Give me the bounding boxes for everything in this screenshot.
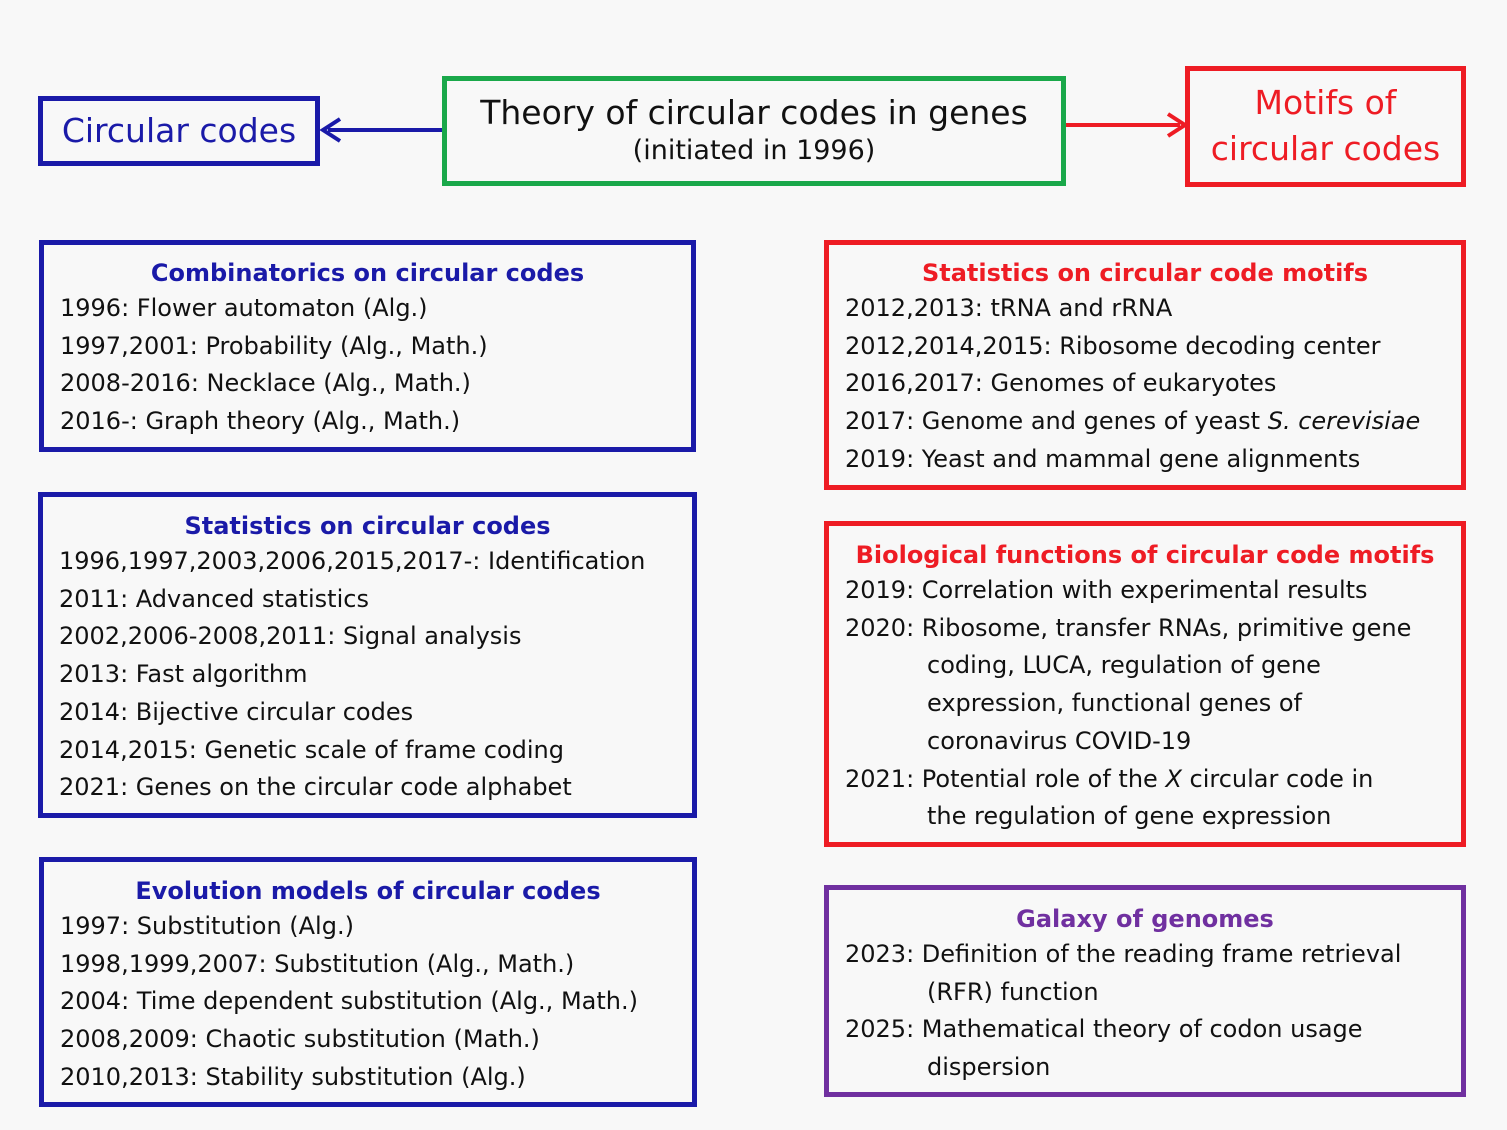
- theory-subtitle: (initiated in 1996): [632, 134, 876, 166]
- list-item: 1996: Flower automaton (Alg.): [60, 294, 428, 322]
- statistics-motifs-box: [824, 240, 1466, 490]
- evolution-heading: Evolution models of circular codes: [135, 877, 601, 905]
- list-item: 2014,2015: Genetic scale of frame coding: [59, 735, 564, 764]
- list-item: 2011: Advanced statistics: [59, 584, 369, 613]
- list-item: 2008-2016: Necklace (Alg., Math.): [60, 369, 471, 398]
- list-item: 1996,1997,2003,2006,2015,2017-: Identification: [59, 547, 646, 575]
- list-item: 1998,1999,2007: Substitution (Alg., Math.): [60, 949, 575, 978]
- motifs-box: [1185, 66, 1466, 187]
- list-item: 2019: Yeast and mammal gene alignments: [845, 444, 1361, 473]
- list-item: 2012,2013: tRNA and rRNA: [845, 294, 1173, 322]
- list-item: 2014: Bijective circular codes: [59, 697, 414, 726]
- list-item: 2017: Genome and genes of yeast S. cerevisiae: [845, 407, 1421, 436]
- theory-title: Theory of circular codes in genes: [480, 93, 1028, 132]
- list-item: 2002,2006-2008,2011: Signal analysis: [59, 622, 522, 651]
- list-item: 2004: Time dependent substitution (Alg., Math.): [60, 987, 638, 1016]
- list-item: 2021: Potential role of the X circular code in: [845, 764, 1374, 793]
- circular-codes-box: [38, 96, 320, 166]
- circular-codes-label: Circular codes: [61, 111, 297, 151]
- list-item: 2021: Genes on the circular code alphabet: [59, 773, 572, 802]
- list-item: 2019: Correlation with experimental results: [845, 576, 1368, 604]
- galaxy-heading: Galaxy of genomes: [1016, 905, 1274, 933]
- theory-box: [442, 76, 1066, 186]
- statistics-motifs-heading: Statistics on circular code motifs: [921, 259, 1369, 287]
- list-item: 1997: Substitution (Alg.): [60, 912, 354, 940]
- list-item: 2012,2014,2015: Ribosome decoding center: [845, 331, 1381, 360]
- list-item-continuation: the regulation of gene expression: [927, 802, 1332, 831]
- list-item: 2023: Definition of the reading frame retrieval: [845, 940, 1402, 968]
- list-item: 1997,2001: Probability (Alg., Math.): [60, 331, 488, 360]
- species-name: S. cerevisiae: [1267, 407, 1421, 436]
- list-item: 2016-: Graph theory (Alg., Math.): [60, 407, 461, 436]
- list-item: 2008,2009: Chaotic substitution (Math.): [60, 1025, 540, 1054]
- list-item-continuation: (RFR) function: [927, 977, 1099, 1006]
- motifs-label-line2: circular codes: [1210, 128, 1441, 168]
- list-item: 2025: Mathematical theory of codon usage: [845, 1015, 1363, 1044]
- combinatorics-heading: Combinatorics on circular codes: [150, 259, 585, 287]
- list-item: 2020: Ribosome, transfer RNAs, primitive gene: [845, 613, 1412, 642]
- list-item: 2013: Fast algorithm: [59, 660, 308, 689]
- statistics-circular-codes-box: [38, 492, 697, 818]
- list-item-continuation: expression, functional genes of: [927, 689, 1302, 718]
- motifs-label-line1: Motifs of: [1254, 83, 1397, 122]
- biological-functions-box: [824, 521, 1466, 847]
- combinatorics-box: [39, 240, 696, 452]
- galaxy-of-genomes-box: [824, 885, 1466, 1097]
- list-item: 2010,2013: Stability substitution (Alg.): [60, 1062, 526, 1091]
- list-item: 2016,2017: Genomes of eukaryotes: [845, 369, 1277, 398]
- evolution-models-box: [39, 857, 697, 1107]
- code-symbol: X: [1165, 764, 1182, 793]
- biological-heading: Biological functions of circular code motifs: [855, 541, 1435, 569]
- list-item-continuation: coronavirus COVID-19: [927, 726, 1192, 755]
- list-item-continuation: coding, LUCA, regulation of gene: [927, 651, 1321, 680]
- statistics-heading: Statistics on circular codes: [184, 512, 551, 540]
- list-item-continuation: dispersion: [927, 1053, 1051, 1082]
